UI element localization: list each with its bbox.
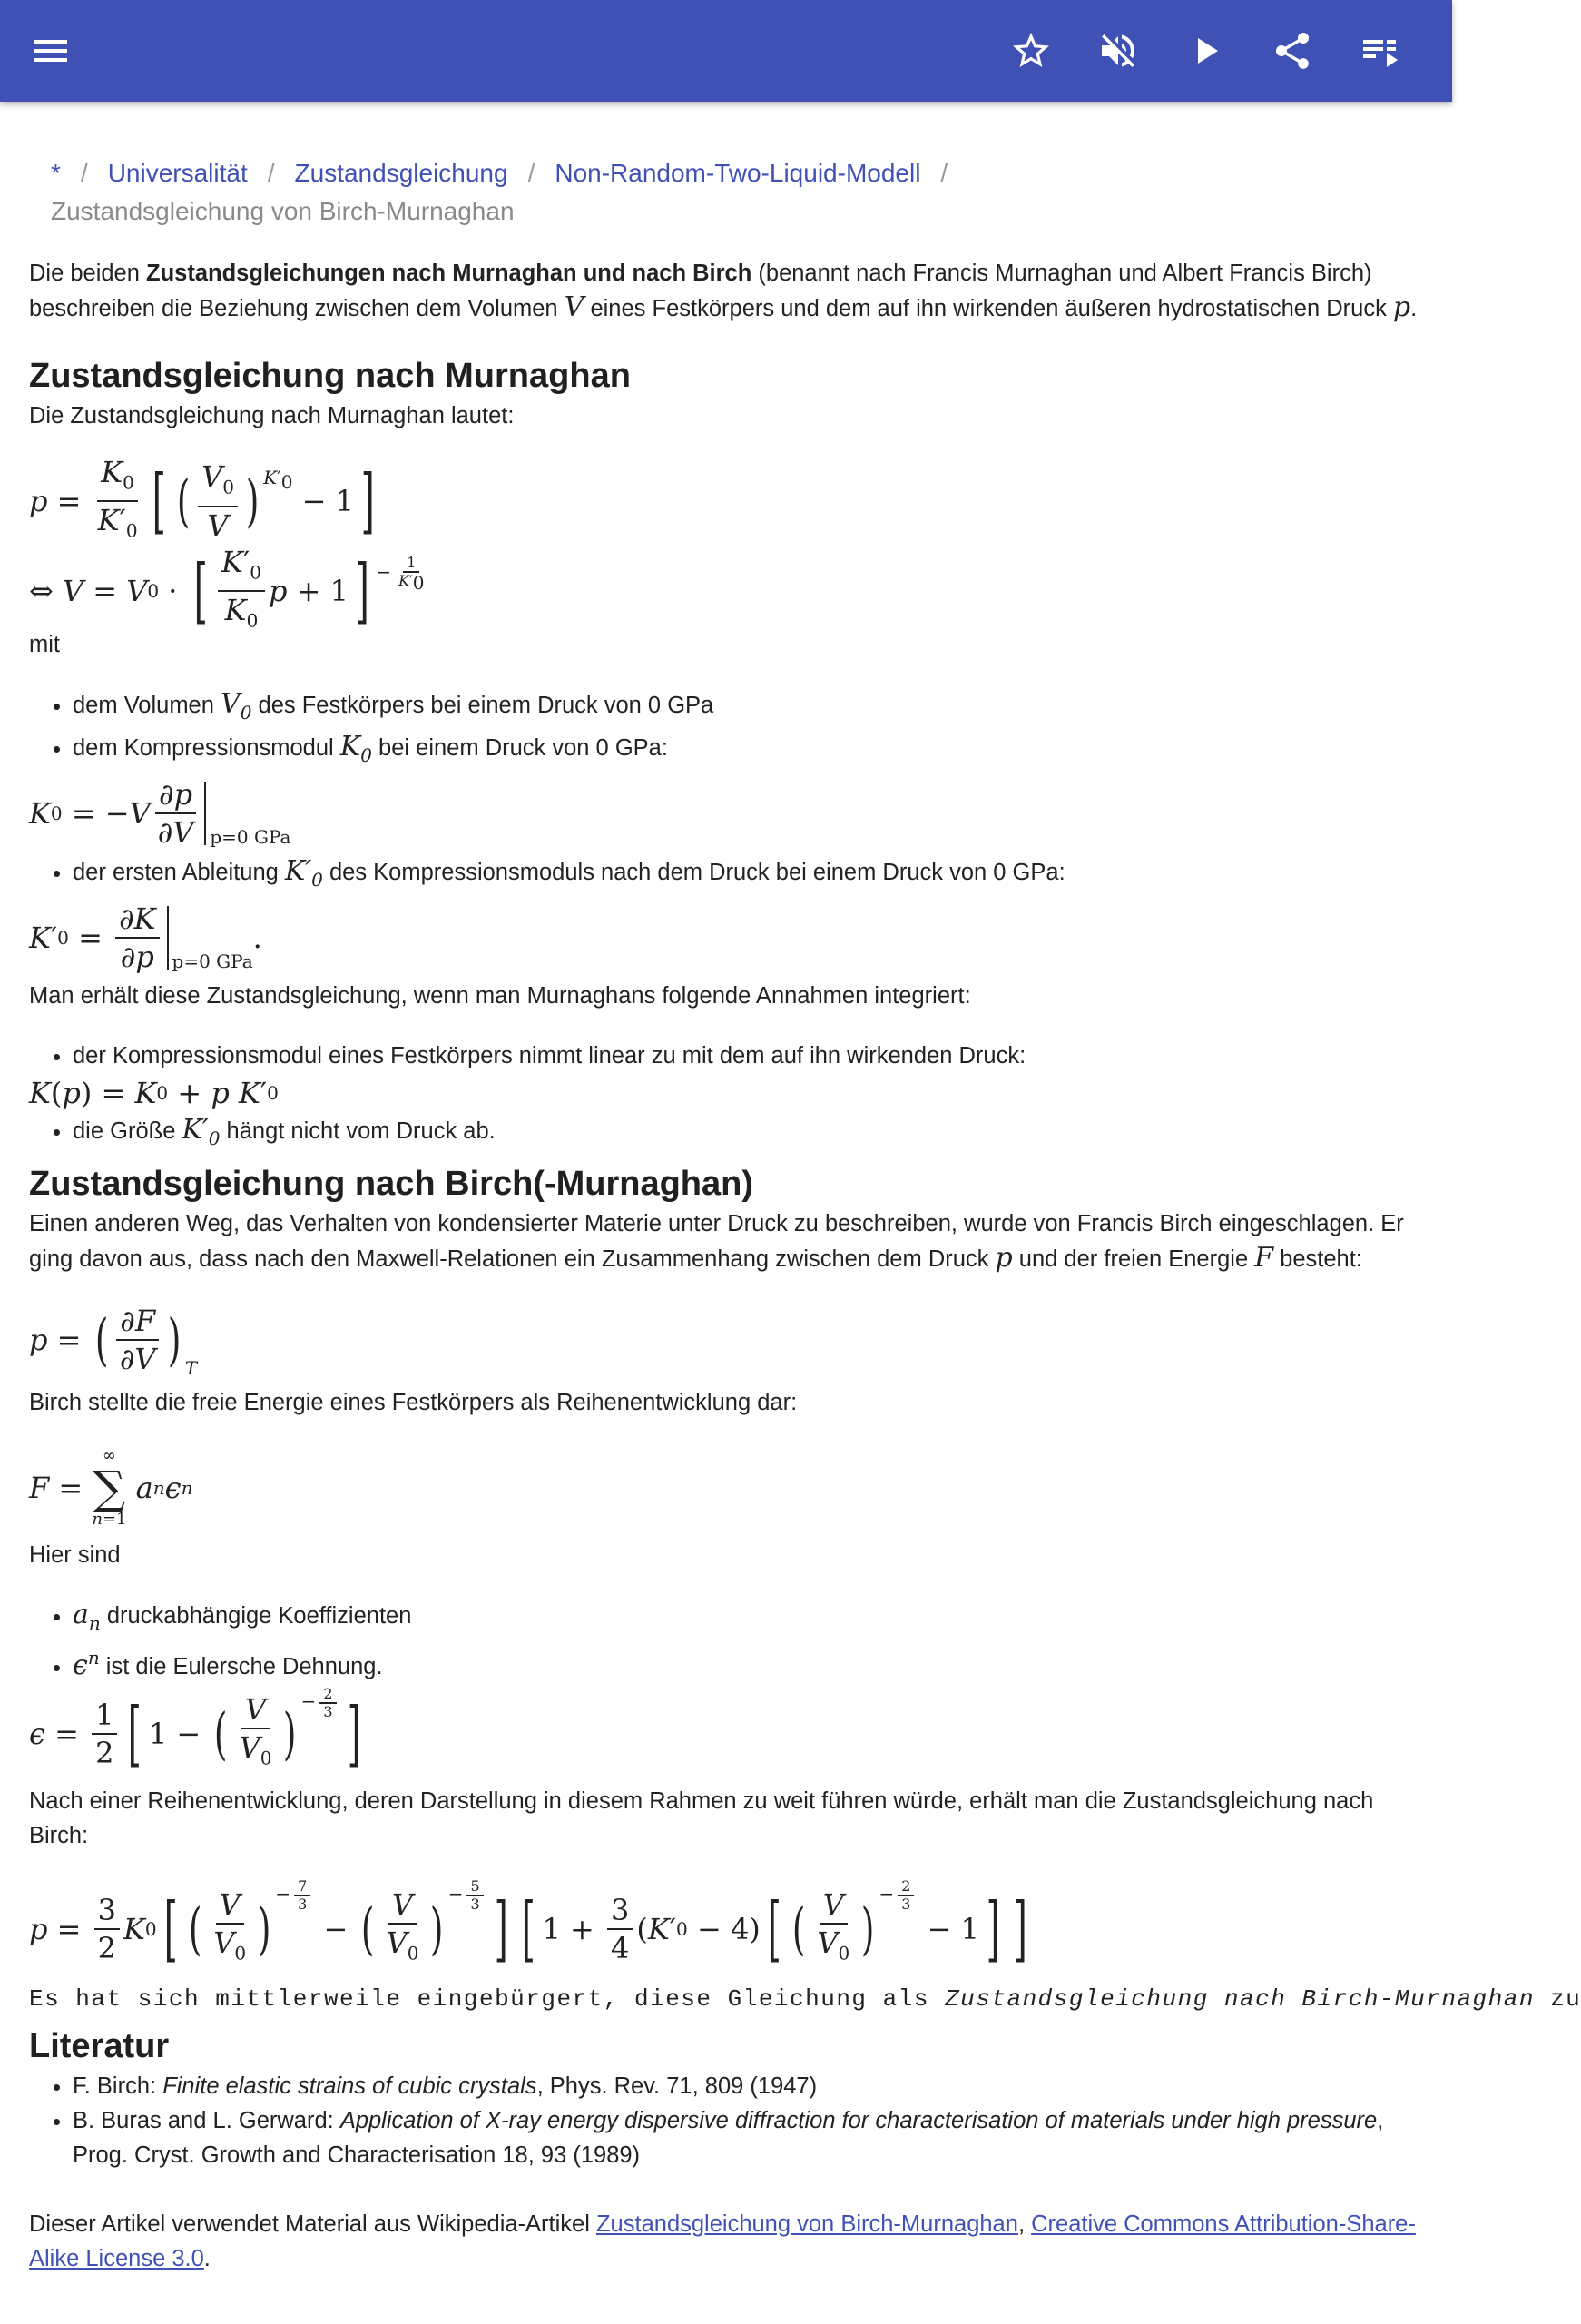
heading-literatur: Literatur: [29, 2027, 170, 2065]
formula-k-linear: K ( p ) = K 0 + p K ′ 0: [29, 1076, 279, 1110]
assumptions-list: [29, 1039, 1427, 1073]
formula-eulerian-strain: ϵ = $\frac{1}{2}$ [ 1 − ( $\frac{V}{V_0}$ ) $^{- \frac{2}{3}}$ ]: [29, 1684, 361, 1775]
references-list: [29, 2069, 1427, 2172]
final-lead: Nach einer Reihenentwicklung, deren Darstellung in diesem Rahmen zu weit führen würde, erhält man die Zustandsgleichung nach Birch:: [29, 1788, 1374, 1848]
list-item: • der ersten Ableitung $K'_0$ des Kompressionsmoduls nach dem Druck bei einem Druck von 0 GPa:: [73, 854, 1427, 897]
series-lead: Birch stellte die freie Energie eines Festkörpers als Reihenentwicklung dar:: [29, 1390, 798, 1415]
list-item: • der Kompressionsmodul eines Festkörpers nimmt linear zu mit dem auf ihn wirkenden Druck:: [73, 1039, 1427, 1073]
formula-murnaghan-v: ⇔ V = V 0 · [ $\frac{K'_0}{K_0}$ p + 1 ] $^{- \frac{1}{K'_0}}$: [29, 544, 425, 632]
list-item: • dem Volumen $V_0$ des Festkörpers bei einem Druck von 0 GPa: [73, 687, 1427, 730]
license-note: Dieser Artikel verwendet Material aus Wikipedia-Artikel Zustandsgleichung von Birch-Murnaghan, Creative Commons Attribution-Share-Alike License 3.0.: [29, 2211, 1416, 2271]
breadcrumb-universalitaet[interactable]: Universalität: [107, 159, 248, 187]
list-item: • dem Kompressionsmodul $K_0$ bei einem Druck von 0 GPa:: [73, 730, 1427, 773]
murnaghan-lead: Die Zustandsgleichung nach Murnaghan lautet:: [29, 403, 515, 428]
playlist-icon[interactable]: [1358, 29, 1401, 73]
volume-off-icon[interactable]: [1096, 29, 1140, 73]
formula-free-energy-series: F = ∞ ∑ n=1 a n ϵ n: [29, 1446, 193, 1529]
star-outline-icon[interactable]: [1009, 29, 1053, 73]
formula-k0-prime: K ′ 0 = $\frac{\partial K}{\partial p}$ p=0 GPa .: [29, 901, 262, 974]
breadcrumb-home[interactable]: *: [51, 159, 61, 187]
birch-murnaghan-note: Es hat sich mittlerweile eingebürgert, diese Gleichung als Zustandsgleichung nach Birch-Murnaghan zu: [29, 1985, 1581, 2013]
wikipedia-article-link[interactable]: Zustandsgleichung von Birch-Murnaghan: [595, 2211, 1018, 2237]
app-toolbar: [0, 0, 1452, 102]
hier-label: Hier sind: [29, 1542, 121, 1568]
menu-icon[interactable]: [29, 29, 73, 73]
breadcrumb-current: Zustandsgleichung von Birch-Murnaghan: [51, 197, 515, 225]
heading-murnaghan: Zustandsgleichung nach Murnaghan: [29, 357, 631, 395]
assumptions-list-2: [29, 1113, 1427, 1156]
birch-parameter-list: [29, 1598, 1427, 1684]
breadcrumb-zustandsgleichung[interactable]: Zustandsgleichung: [294, 159, 508, 187]
list-item: • die Größe $K'_0$ hängt nicht vom Druck ab.: [73, 1113, 1427, 1156]
murnaghan-parameter-list: [29, 687, 1427, 773]
intro-paragraph: Die beiden Zustandsgleichungen nach Murnaghan und nach Birch (benannt nach Francis Murnaghan und Albert Francis Birch) beschreiben die Beziehung zwischen dem Volumen V eines Festkörpers und dem auf ihn wirkenden äußeren hydrostatischen Druck p.: [29, 261, 1418, 323]
cc-license-link[interactable]: Creative Commons Attribution-Share-Alike License 3.0: [29, 2211, 1416, 2271]
play-icon[interactable]: [1183, 29, 1227, 73]
birch-lead: Einen anderen Weg, das Verhalten von kondensierter Materie unter Druck zu beschreiben, wurde von Francis Birch eingeschlagen. Er ging davon aus, dass nach den Maxwell-Relationen ein Zusammenhang zwischen dem Druck p und der freien Energie F besteht:: [29, 1211, 1404, 1274]
article-content: [29, 154, 1581, 2276]
formula-pressure-derivative: p = ( $\frac{\partial F}{\partial V}$ ) $_T$: [29, 1304, 198, 1379]
formula-k0: K 0 = − V $\frac{\partial p}{\partial V}$ p=0 GPa: [29, 777, 291, 850]
mit-label: mit: [29, 632, 60, 657]
heading-birch: Zustandsgleichung nach Birch(-Murnaghan): [29, 1165, 754, 1203]
murnaghan-parameter-list-2: [29, 854, 1427, 897]
list-item: • $a_n$ druckabhängige Koeffizienten: [73, 1598, 1427, 1640]
list-item: • $\epsilon^n$ ist die Eulersche Dehnung.: [73, 1640, 1427, 1684]
formula-birch-murnaghan: p = $\frac{3}{2}$ K 0 [ ( $\frac{V}{V_0}$ ) $^{- \frac{7}{3}}$ − ( $\frac{V}{V_0}$ ) $^{- \frac{5}{3}}$ ] [ 1 + $\frac{3}{4}$ ( K ′ 0 − 4) [ ( $\frac{V}{V_0}$ ) $^{- \frac{2}{3}}$ − 1 ] ]: [29, 1876, 1028, 1970]
list-item: • B. Buras and L. Gerward: Application of X-ray energy dispersive diffraction for characterisation of materials under high pressure, Prog. Cryst. Growth and Characterisation 18, 93 (1989): [73, 2103, 1427, 2172]
breadcrumb-nrtl[interactable]: Non-Random-Two-Liquid-Modell: [555, 159, 921, 187]
assumptions-lead: Man erhält diese Zustandsgleichung, wenn man Murnaghans folgende Annahmen integriert:: [29, 983, 971, 1009]
formula-murnaghan-p: p = $\frac{K_0}{K'_0}$ [ ( $\frac{V_0}{V}$ ) $^{K '_0}$ − 1 ]: [29, 454, 375, 543]
breadcrumb: * / Universalität / Zustandsgleichung / Non-Random-Two-Liquid-Modell / Zustandsgleichung von Birch-Murnaghan: [51, 159, 948, 225]
list-item: • F. Birch: Finite elastic strains of cubic crystals, Phys. Rev. 71, 809 (1947): [73, 2069, 1427, 2103]
share-icon[interactable]: [1271, 29, 1314, 73]
